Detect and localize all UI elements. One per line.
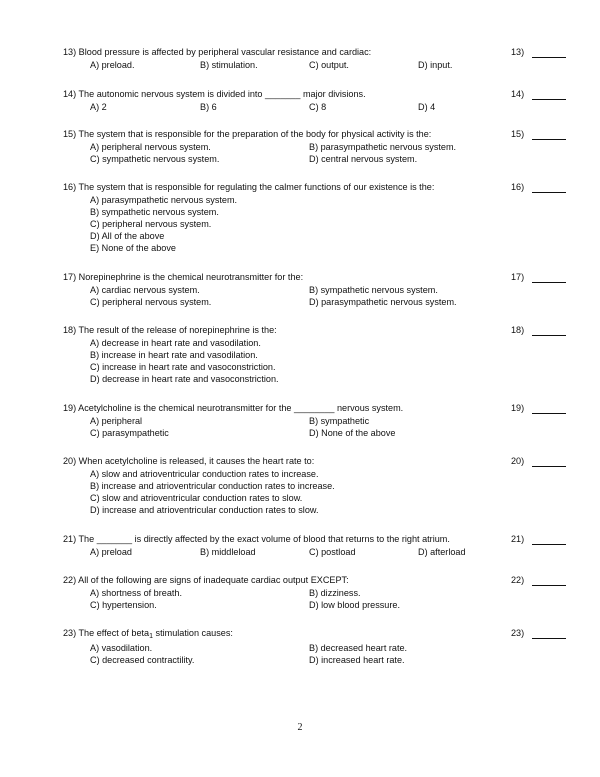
question-stem: 13) Blood pressure is affected by peripheral vascular resistance and cardiac: xyxy=(63,47,372,57)
option-b: B) middleload xyxy=(200,547,256,557)
option-b: B) increase and atrioventricular conduction rates to increase. xyxy=(90,481,335,491)
answer-blank[interactable] xyxy=(532,638,566,639)
option-d: D) low blood pressure. xyxy=(309,600,400,610)
option-a: A) preload. xyxy=(90,60,135,70)
question-stem: 14) The autonomic nervous system is divided into _______ major divisions. xyxy=(63,89,366,99)
option-a: A) peripheral xyxy=(90,416,143,426)
question-stem: 16) The system that is responsible for regulating the calmer functions of our existence is the: xyxy=(63,182,435,192)
option-b: B) dizziness. xyxy=(309,588,361,598)
option-c: C) peripheral nervous system. xyxy=(90,297,212,307)
option-a: A) cardiac nervous system. xyxy=(90,285,200,295)
option-c: C) sympathetic nervous system. xyxy=(90,154,220,164)
stem-text: 23) The effect of beta xyxy=(63,628,150,638)
answer-blank[interactable] xyxy=(532,413,566,414)
option-a: A) shortness of breath. xyxy=(90,588,182,598)
option-c: C) slow and atrioventricular conduction rates to slow. xyxy=(90,493,303,503)
question-stem: 20) When acetylcholine is released, it causes the heart rate to: xyxy=(63,456,315,466)
option-d: D) increased heart rate. xyxy=(309,655,405,665)
answer-blank[interactable] xyxy=(532,585,566,586)
option-d: D) parasympathetic nervous system. xyxy=(309,297,457,307)
option-a: A) vasodilation. xyxy=(90,643,153,653)
option-d: D) input. xyxy=(418,60,453,70)
option-a: A) slow and atrioventricular conduction rates to increase. xyxy=(90,469,319,479)
answer-number: 21) xyxy=(511,534,525,544)
answer-number: 17) xyxy=(511,272,525,282)
answer-blank[interactable] xyxy=(532,282,566,283)
option-c: C) parasympathetic xyxy=(90,428,169,438)
answer-number: 15) xyxy=(511,129,525,139)
answer-number: 13) xyxy=(511,47,525,57)
question-stem: 19) Acetylcholine is the chemical neurotransmitter for the ________ nervous system. xyxy=(63,403,404,413)
question-stem: 21) The _______ is directly affected by the exact volume of blood that returns to the right atrium. xyxy=(63,534,450,544)
option-b: B) increase in heart rate and vasodilation. xyxy=(90,350,258,360)
option-d: D) decrease in heart rate and vasoconstriction. xyxy=(90,374,279,384)
option-d: D) afterload xyxy=(418,547,466,557)
answer-blank[interactable] xyxy=(532,99,566,100)
answer-number: 23) xyxy=(511,628,525,638)
answer-blank[interactable] xyxy=(532,57,566,58)
option-a: A) parasympathetic nervous system. xyxy=(90,195,238,205)
option-c: C) decreased contractility. xyxy=(90,655,195,665)
answer-number: 16) xyxy=(511,182,525,192)
answer-number: 20) xyxy=(511,456,525,466)
option-d: D) increase and atrioventricular conduction rates to slow. xyxy=(90,505,319,515)
answer-number: 18) xyxy=(511,325,525,335)
option-b: B) sympathetic nervous system. xyxy=(309,285,438,295)
stem-subscript: 1 xyxy=(149,633,154,640)
stem-text-end: stimulation causes: xyxy=(153,628,233,638)
question-stem: 15) The system that is responsible for the preparation of the body for physical activity is the: xyxy=(63,129,432,139)
option-e: E) None of the above xyxy=(90,243,176,253)
option-b: B) stimulation. xyxy=(200,60,258,70)
option-d: D) 4 xyxy=(418,102,436,112)
option-c: C) peripheral nervous system. xyxy=(90,219,212,229)
option-b: B) sympathetic nervous system. xyxy=(90,207,219,217)
option-a: A) 2 xyxy=(90,102,107,112)
option-c: C) hypertension. xyxy=(90,600,157,610)
answer-number: 19) xyxy=(511,403,525,413)
option-b: B) parasympathetic nervous system. xyxy=(309,142,457,152)
answer-blank[interactable] xyxy=(532,192,566,193)
question-stem: 22) All of the following are signs of inadequate cardiac output EXCEPT: xyxy=(63,575,349,585)
page-number: 2 xyxy=(297,722,303,733)
option-c: C) postload xyxy=(309,547,356,557)
question-stem xyxy=(63,627,233,643)
answer-blank[interactable] xyxy=(532,466,566,467)
option-c: C) output. xyxy=(309,60,349,70)
option-d: D) None of the above xyxy=(309,428,396,438)
option-b: B) 6 xyxy=(200,102,217,112)
answer-number: 22) xyxy=(511,575,525,585)
option-d: D) central nervous system. xyxy=(309,154,418,164)
answer-number: 14) xyxy=(511,89,525,99)
option-a: A) decrease in heart rate and vasodilation. xyxy=(90,338,261,348)
question-stem: 18) The result of the release of norepinephrine is the: xyxy=(63,325,277,335)
answer-blank[interactable] xyxy=(532,335,566,336)
option-b: B) sympathetic xyxy=(309,416,370,426)
option-b: B) decreased heart rate. xyxy=(309,643,408,653)
question-stem: 17) Norepinephrine is the chemical neurotransmitter for the: xyxy=(63,272,304,282)
option-c: C) increase in heart rate and vasoconstriction. xyxy=(90,362,276,372)
option-d: D) All of the above xyxy=(90,231,165,241)
option-c: C) 8 xyxy=(309,102,327,112)
option-a: A) peripheral nervous system. xyxy=(90,142,211,152)
option-a: A) preload xyxy=(90,547,132,557)
answer-blank[interactable] xyxy=(532,139,566,140)
answer-blank[interactable] xyxy=(532,544,566,545)
